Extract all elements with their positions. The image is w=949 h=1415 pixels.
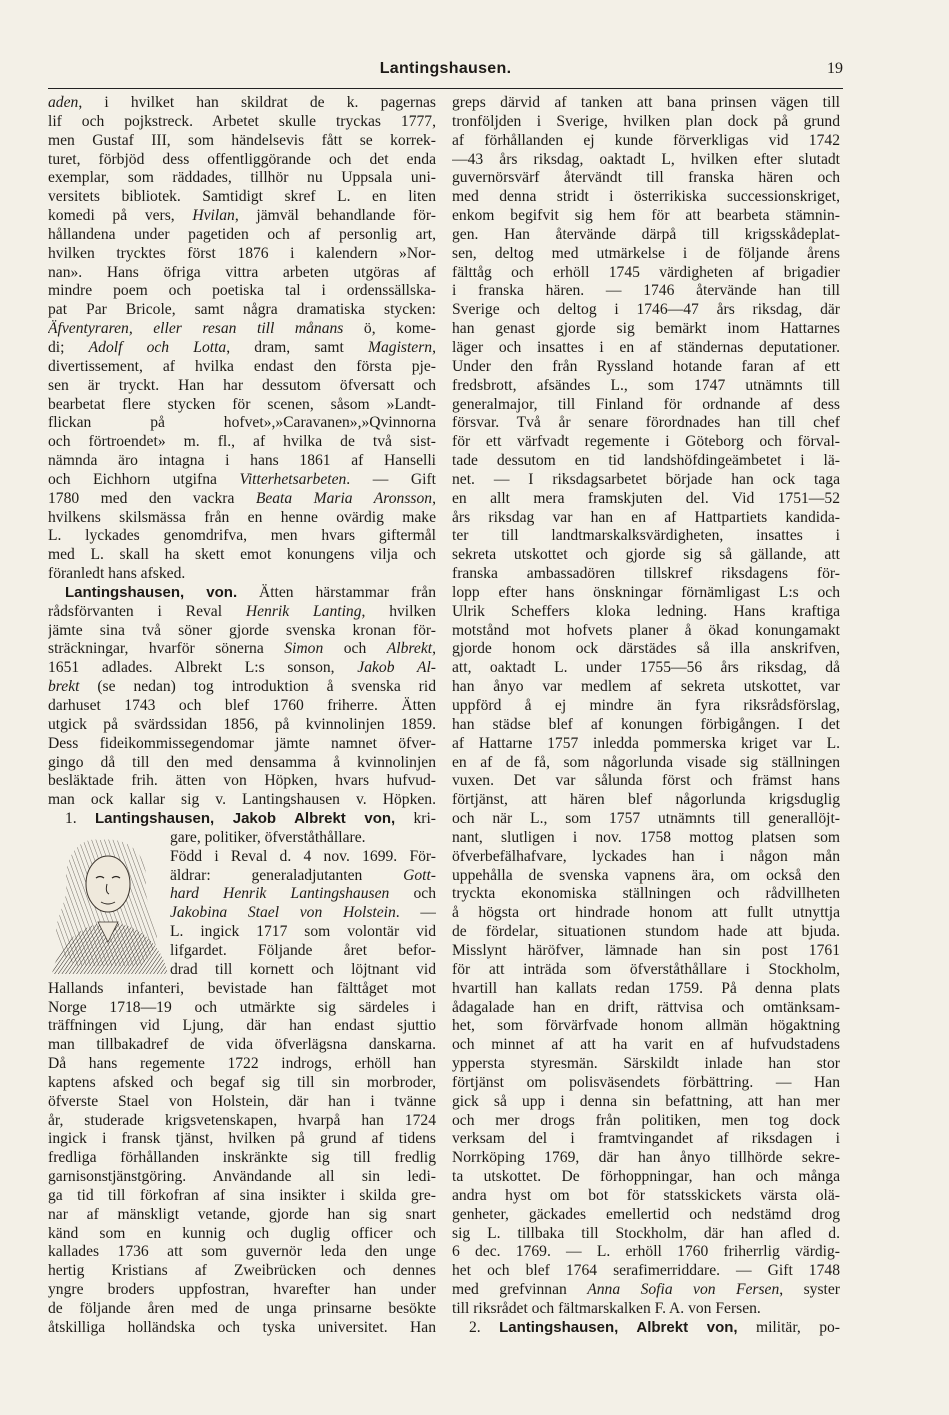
- text-line: [452, 282, 840, 301]
- text-segment: kallades 1736 att som guvernör leda den unge: [48, 1243, 436, 1261]
- text-segment: och minnet af att ha varit en af hufvudstadens: [452, 1036, 840, 1054]
- italic-text: Beata Maria Aronsson: [255, 489, 433, 507]
- text-segment: sen är tryckt. Han har dessutom öfversatt och: [48, 376, 436, 394]
- text-line: [452, 716, 840, 735]
- text-line: [48, 1225, 436, 1244]
- text-segment: känd som en kunnig och duglig officer och: [48, 1224, 436, 1242]
- text-segment: flickan på hofvet»,»Caravanen»,»Qvinnorna: [48, 414, 436, 432]
- text-line: [452, 772, 840, 791]
- entry-headword: Lantingshausen, von.: [65, 583, 238, 601]
- text-line: [48, 1112, 436, 1131]
- text-segment: gjorde honom ock därstädes så illa anskrifven,: [452, 640, 840, 658]
- text-segment: Hallands infanteri, bevistade han fälttåget mot: [48, 979, 436, 997]
- text-line: [452, 659, 840, 678]
- text-line: [48, 1093, 436, 1112]
- text-line: [452, 1281, 840, 1300]
- text-segment: tade dessutom en tid landshöfdingeämbetet i lä-: [452, 452, 840, 470]
- text-line: [452, 622, 840, 641]
- text-segment: fälttåg och erhöll 1745 värdigheten af brigadier: [452, 263, 840, 281]
- text-segment: drad till kornett och löjtnant vid: [170, 960, 436, 978]
- text-segment: kaptens afsked och begaf sig till sin morbroder,: [48, 1073, 436, 1091]
- italic-text: Jakob Al-: [357, 659, 436, 677]
- text-line: [452, 452, 840, 471]
- text-line: [48, 1168, 436, 1187]
- text-line: [48, 339, 436, 358]
- text-segment: versitets bibliotek. Samtidigt skref L. en liten: [48, 188, 436, 206]
- text-line: [452, 999, 840, 1018]
- text-segment: 2.: [469, 1318, 500, 1336]
- text-line: [48, 603, 436, 622]
- text-segment: , i hvilket han skildrat de k. pagernas: [78, 94, 436, 111]
- text-line: [48, 735, 436, 754]
- text-line: [452, 377, 840, 396]
- text-segment: med grefvinnan: [452, 1281, 588, 1299]
- text-segment: att, oaktadt L. under 1755—56 års riksdag, då: [452, 659, 840, 677]
- text-line: [452, 226, 840, 245]
- text-line: [452, 188, 840, 207]
- italic-text: Anna Sofia von Fersen: [587, 1281, 780, 1299]
- text-segment: fredliga förhållanden inskränkte sig till fredlig: [48, 1149, 436, 1167]
- text-segment: lopp efter hans önskningar förnämligast L:s och: [452, 583, 840, 601]
- text-segment: års riksdag var han en af Hattpartiets kandida-: [452, 508, 840, 526]
- text-line: [452, 1055, 840, 1074]
- text-line: [48, 433, 436, 452]
- text-segment: sträckningar, hvarför sönerna: [48, 640, 285, 658]
- text-line: [452, 923, 840, 942]
- text-line: [452, 1300, 840, 1319]
- text-line: [452, 885, 840, 904]
- text-segment: han ånyo var medlem af sekreta utskottet, var: [452, 678, 840, 696]
- text-segment: ,: [432, 640, 436, 658]
- text-segment: vuxen. Det var sålunda först och främst hans: [452, 772, 840, 790]
- text-line: [452, 113, 840, 132]
- text-segment: 1780 med den vackra: [48, 489, 256, 507]
- text-line: [48, 716, 436, 735]
- text-segment: och: [323, 640, 387, 658]
- text-segment: af förhållanden ej kunde förverkligas vid 1742: [452, 131, 840, 149]
- text-segment: och: [389, 885, 436, 903]
- text-segment: lif och pojkstreck. Arbetet skulle tryckas 1777,: [48, 112, 436, 130]
- text-line: [452, 358, 840, 377]
- text-line: [48, 697, 436, 716]
- header-rule: [48, 88, 843, 89]
- text-segment: Misslynt häröfver, lämnade han sin post 1761: [452, 941, 840, 959]
- text-segment: Ätten härstammar från: [237, 583, 436, 601]
- text-segment: L. ingick 1717 som volontär vid: [170, 923, 436, 941]
- text-line: [452, 1206, 840, 1225]
- text-line: [48, 396, 436, 415]
- text-segment: darhuset 1743 och blef 1760 friherre. Ätten: [48, 697, 436, 714]
- text-segment: jämte sina två söner gjorde svenska kronan för-: [48, 621, 436, 639]
- text-segment: . —: [395, 904, 436, 922]
- text-segment: de följande åren med de unga prinsarne besökte: [48, 1300, 436, 1317]
- text-line: [452, 151, 840, 170]
- text-segment: uppförd å ej mindre än fyra riksrådsförslag,: [452, 697, 840, 714]
- text-segment: i franska hären. — 1746 återvände han till: [452, 282, 840, 300]
- text-line: [48, 264, 436, 283]
- italic-text: Albrekt: [386, 640, 433, 658]
- text-line: [452, 546, 840, 565]
- text-line: [48, 169, 436, 188]
- page-header: [48, 60, 843, 86]
- text-segment: utgick på svärdssidan 1856, på kvinnolinjen 1859.: [48, 715, 436, 733]
- text-segment: Norrköping 1769, där han ånyo tillhörde sekre-: [452, 1149, 840, 1167]
- text-segment: yppersta styresmän. Särskildt inlade han stor: [452, 1055, 840, 1073]
- text-line: [48, 94, 436, 113]
- italic-text: Magistern: [367, 338, 433, 356]
- text-line: [48, 1074, 436, 1093]
- text-line: [452, 640, 840, 659]
- text-segment: greps därvid af tanken att bana prinsen vägen till: [452, 94, 840, 111]
- text-line: [48, 565, 436, 584]
- text-line: [452, 810, 840, 829]
- text-line: [452, 961, 840, 980]
- text-segment: nant, slutligen i nov. 1758 mottog platsen som: [452, 828, 840, 846]
- entry-headword: Lantingshausen, Albrekt von,: [499, 1318, 738, 1336]
- text-segment: fredsbrott, afsändes L., som 1747 utnämnts till: [452, 376, 840, 394]
- text-line: [452, 1262, 840, 1281]
- running-title: Lantingshausen.: [379, 60, 512, 77]
- text-segment: , dram, samt: [226, 338, 368, 356]
- text-segment: och när L., som 1757 utnämnts till generallöjt-: [452, 810, 840, 828]
- text-line: [48, 1055, 436, 1074]
- text-line: [452, 207, 840, 226]
- text-line: [452, 1093, 840, 1112]
- text-segment: kri-: [395, 810, 436, 828]
- text-segment: het och blef 1764 serafimerriddare. — Gift 1748: [452, 1262, 840, 1280]
- text-line: [48, 1262, 436, 1281]
- text-line: [48, 226, 436, 245]
- text-line: [48, 640, 436, 659]
- text-line: [48, 527, 436, 546]
- italic-text: Jakobina Stael von Holstein: [170, 904, 396, 922]
- text-segment: föranledt hans afsked.: [48, 565, 186, 583]
- italic-text: Simon: [284, 640, 324, 658]
- text-line: [452, 1319, 840, 1338]
- portrait-engraving: [48, 826, 168, 974]
- text-segment: besläktade frih. ätten von Höpken, hvars hufvud-: [48, 772, 436, 790]
- text-segment: het, som förvärfvade honom allmän högaktning: [452, 1017, 840, 1035]
- text-segment: ter till landtmarskalksvärdigheten, insattes i: [452, 527, 840, 545]
- text-segment: , hvilken: [361, 602, 436, 620]
- text-line: [48, 188, 436, 207]
- text-segment: , jämväl behandlande för-: [234, 207, 436, 225]
- text-line: [48, 1036, 436, 1055]
- text-line: [452, 339, 840, 358]
- text-line: [452, 169, 840, 188]
- text-segment: Ulrik Scheffers kloka ledning. Hans kraftiga: [452, 602, 840, 620]
- text-segment: för ett värfvadt regemente i Göteborg och förval-: [452, 433, 840, 451]
- text-line: [48, 245, 436, 264]
- text-segment: sekreta utskottet och gjorde sig så gällande, att: [452, 546, 840, 564]
- text-segment: Född i Reval d. 4 nov. 1699. För-: [170, 847, 436, 865]
- text-line: [452, 1017, 840, 1036]
- text-segment: och mer drogs från politiken, men tog dock: [452, 1111, 840, 1129]
- text-line: [452, 848, 840, 867]
- text-segment: med L. skall ha skett emot konungens vilja och: [48, 546, 436, 564]
- text-segment: men Gustaf III, som händelsevis fått se korrek-: [48, 131, 436, 149]
- text-segment: Sverige och deltog i 1746—47 års riksdag, där: [452, 301, 840, 319]
- text-segment: öfverste Stael von Holstein, där han i tvänne: [48, 1092, 436, 1110]
- text-line: [48, 1017, 436, 1036]
- text-segment: hertig Kristians af Zweibrücken och dennes: [48, 1262, 436, 1280]
- text-segment: bearbetat flere stycken för scenen, såsom »Landt-: [48, 395, 436, 413]
- text-segment: lifgardet. Följande året befor-: [170, 941, 436, 959]
- italic-text: hard Henrik Lantingshausen: [170, 885, 390, 903]
- text-segment: pat Par Bricole, samt några dramatiska stycken:: [48, 301, 436, 319]
- text-segment: 6 dec. 1769. — L. erhöll 1760 friherrlig värdig-: [452, 1243, 840, 1261]
- text-segment: ta utskottet. De förhoppningar, han och många: [452, 1168, 840, 1186]
- text-segment: (se nedan) tog introduktion å svenska rid: [79, 678, 436, 696]
- text-segment: å högsta ort hindrade honom att fullt utnyttja: [452, 904, 840, 922]
- text-segment: franska ambassadören tillskref riksdagens för-: [452, 565, 840, 583]
- text-segment: man tillbakadref de vida öfverlägsna danskarna.: [48, 1036, 436, 1054]
- text-segment: genheter, gäckades emellertid och nedstämd drog: [452, 1205, 840, 1223]
- text-line: [452, 1225, 840, 1244]
- text-line: [48, 622, 436, 641]
- text-segment: gick så upp i denna sin befattning, att han mer: [452, 1092, 840, 1110]
- text-line: [452, 245, 840, 264]
- text-segment: Dess fideikommissegendomar jämte namnet öfver-: [48, 734, 436, 752]
- text-segment: ö, kome-: [343, 320, 436, 338]
- text-segment: träffningen vid Ljung, där han endast sjuttio: [48, 1017, 436, 1035]
- text-line: [48, 414, 436, 433]
- text-segment: försvar. Två år senare förordnades han till chef: [452, 414, 840, 432]
- text-segment: tryckta ekonomiska ställningen och rådvillheten: [452, 885, 840, 903]
- text-segment: för att inträda som öfverståthållare i Stockholm,: [452, 960, 840, 978]
- text-line: [452, 414, 840, 433]
- text-segment: net. — I riksdagsarbetet började han ock taga: [452, 470, 840, 488]
- left-column: [48, 94, 436, 1338]
- text-segment: enkom begifvit sig hem för att bearbeta stämnin-: [452, 207, 840, 225]
- text-line: [452, 527, 840, 546]
- text-segment: äldrar: generaladjutanten: [170, 866, 404, 884]
- text-segment: hvartill han kallats redan 1759. På denna plats: [452, 979, 840, 997]
- text-segment: turet, förbjöd dess offentliggörande och det enda: [48, 150, 436, 168]
- text-segment: mindre poem och poetiska tal i ordenssällska-: [48, 282, 436, 300]
- italic-text: Hvilan: [192, 207, 235, 225]
- text-segment: och förtroendet» m. fl., af hvilka de två sist-: [48, 433, 436, 451]
- text-line: [48, 151, 436, 170]
- text-segment: förtjänst om polisväsendets förbättring. — Han: [452, 1073, 840, 1091]
- text-line: [48, 132, 436, 151]
- text-line: [452, 132, 840, 151]
- text-line: [452, 301, 840, 320]
- text-line: [48, 358, 436, 377]
- text-segment: komedi på vers,: [48, 207, 193, 225]
- text-segment: yngre broders uppfostran, hvarefter han under: [48, 1281, 436, 1299]
- text-segment: andra hyst om bot för statsskickets värsta olä-: [452, 1186, 840, 1204]
- text-line: [48, 207, 436, 226]
- italic-text: brekt: [48, 678, 80, 696]
- text-segment: och Eichhorn utgifna: [48, 470, 240, 488]
- text-segment: —43 års riksdag, oaktadt L, hvilken efter slutadt: [452, 150, 840, 168]
- text-segment: di;: [48, 338, 89, 356]
- text-line: [48, 1319, 436, 1338]
- text-line: [48, 1243, 436, 1262]
- text-line: [452, 433, 840, 452]
- text-line: [48, 678, 436, 697]
- text-line: [48, 1206, 436, 1225]
- text-segment: år, studerade krigsvetenskapen, hvarpå han 1724: [48, 1111, 436, 1129]
- text-line: [452, 490, 840, 509]
- text-line: [452, 1130, 840, 1149]
- text-segment: sen, deltog med utmärkelse i de följande årens: [452, 244, 840, 262]
- text-line: [48, 546, 436, 565]
- text-line: [48, 282, 436, 301]
- text-segment: Då hans regemente 1722 indrogs, erhöll han: [48, 1055, 436, 1073]
- text-line: [452, 678, 840, 697]
- text-line: [452, 735, 840, 754]
- text-segment: åtskilliga holländska och tyska universitet. Han: [48, 1318, 436, 1336]
- text-segment: . — Gift: [346, 470, 436, 488]
- text-segment: 1.: [65, 810, 95, 828]
- text-segment: en allt mera framskjuten del. Vid 1751—52: [452, 489, 840, 507]
- text-segment: verksam del i framtvingandet af riksdagen i: [452, 1130, 840, 1148]
- text-segment: man ock kallar sig v. Lantingshausen v. Höpken.: [48, 791, 436, 809]
- text-line: [48, 1281, 436, 1300]
- text-segment: nar af mänskligt vetande, gjorde han sig snart: [48, 1205, 436, 1223]
- text-line: [452, 565, 840, 584]
- italic-text: Vitterhetsarbeten: [239, 470, 347, 488]
- text-line: [48, 1187, 436, 1206]
- text-segment: förtjänst, att hären blef någorlunda krigsduglig: [452, 791, 840, 809]
- text-line: [452, 1036, 840, 1055]
- text-segment: öfverbefälhafvare, lyckades han i någon mån: [452, 847, 840, 865]
- right-column: [452, 94, 840, 1338]
- text-line: [452, 603, 840, 622]
- italic-text: Gott-: [403, 866, 436, 884]
- text-segment: ,: [432, 489, 436, 507]
- text-line: [48, 509, 436, 528]
- text-segment: nämnda äro intagna i hans 1861 af Hanselli: [48, 452, 436, 470]
- text-segment: hvilkens skilsmässa från en henne ovärdig make: [48, 508, 436, 526]
- text-segment: Under den från Ryssland hotande faran af ett: [452, 357, 840, 375]
- text-line: [452, 942, 840, 961]
- text-line: [48, 320, 436, 339]
- text-line: [48, 1130, 436, 1149]
- text-segment: generalmajor, till Finland för ordnande af dess: [452, 395, 840, 413]
- text-segment: hvilken trycktes först 1876 i kalendern »Nor-: [48, 244, 436, 262]
- text-line: [48, 980, 436, 999]
- text-line: [452, 980, 840, 999]
- text-line: [48, 754, 436, 773]
- text-segment: divertissement, af hvilka endast den första pje-: [48, 357, 436, 375]
- text-segment: de fördelar, situationen stundom hade att bjuda.: [452, 923, 840, 941]
- text-segment: rådsförvanten i Reval: [48, 602, 246, 620]
- text-segment: uppehålla de svenska vapnens ära, om också den: [452, 866, 840, 884]
- text-segment: garnisonstjänstgöring. Användande all sin ledi-: [48, 1168, 436, 1186]
- text-line: [452, 584, 840, 603]
- text-line: [452, 320, 840, 339]
- text-line: [452, 754, 840, 773]
- text-line: [452, 1074, 840, 1093]
- text-line: [452, 867, 840, 886]
- text-segment: Norge 1718—19 och utmärkte sig särdeles i: [48, 998, 436, 1016]
- text-line: [452, 904, 840, 923]
- text-segment: hållandena under pagetiden och af personlig art,: [48, 225, 436, 243]
- italic-text: aden: [48, 94, 79, 111]
- text-segment: gen. Han återvände därpå till krigsskådeplat-: [452, 225, 840, 243]
- text-segment: 1651 adlades. Albrekt L:s sonson,: [48, 659, 358, 677]
- text-segment: en af de få, som någorlunda visade sig ställningen: [452, 753, 840, 771]
- page-number: 19: [827, 60, 843, 77]
- text-line: [452, 1187, 840, 1206]
- text-segment: af Hattarne 1757 inledda pommerska kriget var L.: [452, 734, 840, 752]
- text-segment: ga tid till förkofran af sina insikter i skilda gre-: [48, 1186, 436, 1204]
- text-segment: motstånd mot hofvets planer å ökad konungamakt: [452, 621, 840, 639]
- text-line: [452, 1149, 840, 1168]
- text-segment: exemplar, som räddades, tillhör nu Uppsala uni-: [48, 169, 436, 187]
- text-line: [452, 697, 840, 716]
- text-line: [48, 471, 436, 490]
- text-segment: ådagalade han en drift, rättvisa och omtänksam-: [452, 998, 840, 1016]
- text-line: [48, 1300, 436, 1319]
- text-line: [48, 584, 436, 603]
- italic-text: Adolf och Lotta: [88, 338, 227, 356]
- text-line: [452, 509, 840, 528]
- text-line: [452, 1112, 840, 1131]
- text-line: [48, 490, 436, 509]
- text-segment: tronföljden i Sverige, hvilken plan dock på grund: [452, 112, 840, 130]
- text-segment: läger och insattes i en af ständernas deputationer.: [452, 338, 840, 356]
- text-segment: , syster: [779, 1281, 840, 1299]
- text-line: [452, 471, 840, 490]
- text-line: [48, 791, 436, 810]
- text-line: [452, 264, 840, 283]
- text-line: [452, 1168, 840, 1187]
- text-segment: ingick i fransk tjänst, hvilken på grund af tidens: [48, 1130, 436, 1148]
- text-line: [48, 301, 436, 320]
- text-segment: gingo då till den med densamma å kvinnolinjen: [48, 753, 436, 771]
- text-line: [452, 829, 840, 848]
- text-segment: sig L. tillbaka till Stockholm, där han afled d.: [452, 1224, 840, 1242]
- italic-text: Äfventyraren, eller resan till månans: [48, 320, 344, 338]
- text-segment: ,: [432, 338, 436, 356]
- text-segment: med denna stridt i österrikiska successionskriget,: [452, 188, 840, 206]
- text-segment: nan». Hans öfriga vittra arbeten utgöras af: [48, 263, 436, 281]
- text-line: [48, 113, 436, 132]
- text-line: [452, 791, 840, 810]
- text-line: [452, 1243, 840, 1262]
- text-line: [452, 94, 840, 113]
- text-segment: han städse blef af konungen förbigången. I det: [452, 715, 840, 733]
- text-line: [48, 1149, 436, 1168]
- italic-text: Henrik Lanting: [245, 602, 362, 620]
- text-line: [48, 999, 436, 1018]
- text-line: [48, 377, 436, 396]
- text-segment: till riksrådet och fältmarskalken F. A. von Fersen.: [452, 1300, 761, 1317]
- text-segment: gare, politiker, öfverståthållare.: [170, 828, 366, 846]
- text-line: [48, 772, 436, 791]
- text-line: [48, 659, 436, 678]
- text-segment: L. lyckades genomdrifva, men hvars giftermål: [48, 527, 436, 545]
- text-line: [452, 396, 840, 415]
- text-segment: han genast gjorde sig bemärkt inom Hattarnes: [452, 320, 840, 338]
- entry-headword: Lantingshausen, Jakob Albrekt von,: [95, 810, 396, 828]
- text-segment: militär, po-: [737, 1318, 840, 1336]
- text-segment: guvernörsvärf återvändt till franska hären och: [452, 169, 840, 187]
- text-line: [48, 452, 436, 471]
